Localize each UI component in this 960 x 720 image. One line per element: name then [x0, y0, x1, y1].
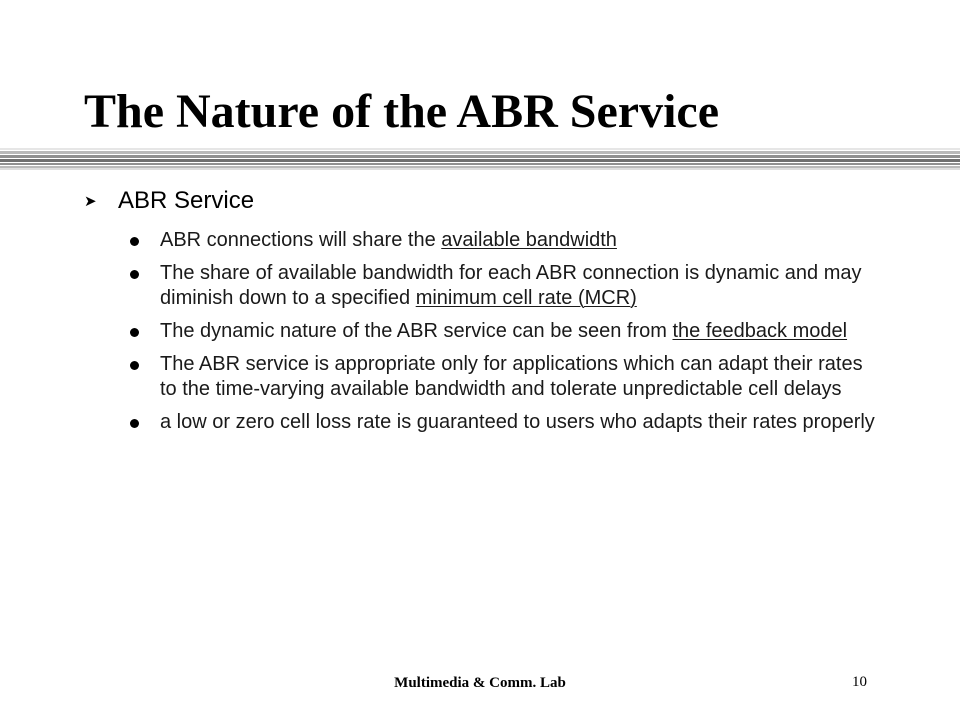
divider-stripe — [0, 159, 960, 162]
page-number: 10 — [852, 674, 867, 690]
round-bullet-icon — [130, 361, 139, 370]
slide-title: The Nature of the ABR Service — [84, 85, 720, 138]
round-bullet-icon — [130, 419, 139, 428]
arrow-bullet-icon: ➤ — [84, 193, 97, 210]
bullet-list — [124, 228, 884, 443]
bullet-text: The share of available bandwidth for each ABR connection is dynamic and may diminish down to a specified — [160, 262, 862, 309]
divider-stripe — [0, 151, 960, 154]
bullet-item — [124, 319, 884, 344]
divider-stripe — [0, 155, 960, 158]
bullet-text: ABR connections will share the — [160, 229, 442, 251]
round-bullet-icon — [130, 237, 139, 246]
section-heading — [84, 184, 254, 218]
bullet-text: The ABR service is appropriate only for applications which can adapt their rates to the time-varying available bandwidth and tolerate unpredictable cell delays — [160, 353, 863, 400]
underlined-term: the feedback model — [672, 320, 848, 342]
round-bullet-icon — [130, 328, 139, 337]
divider-stripe — [0, 148, 960, 150]
divider-stripe — [0, 168, 960, 170]
bullet-text: a low or zero cell loss rate is guaranteed to users who adapts their rates properly — [160, 411, 875, 433]
bullet-item — [124, 261, 884, 311]
bullet-item — [124, 352, 884, 402]
section-heading-text: ABR Service — [118, 187, 255, 214]
bullet-item — [124, 228, 884, 253]
footer-lab-name: Multimedia & Comm. Lab — [394, 675, 566, 691]
round-bullet-icon — [130, 270, 139, 279]
bullet-text: The dynamic nature of the ABR service can be seen from — [160, 320, 673, 342]
title-divider — [0, 148, 960, 170]
underlined-term: available bandwidth — [441, 229, 617, 251]
divider-stripe — [0, 163, 960, 165]
bullet-item — [124, 410, 884, 435]
underlined-term: minimum cell rate (MCR) — [415, 287, 637, 309]
